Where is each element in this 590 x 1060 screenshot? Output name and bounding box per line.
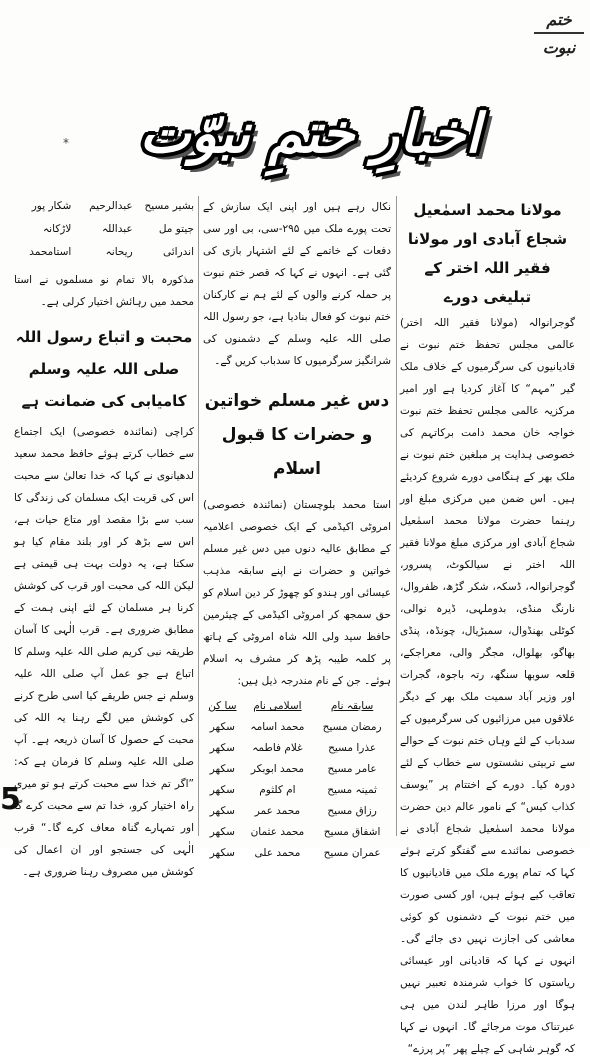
table-cell: محمد علی xyxy=(254,847,301,859)
list-item: بشیر مسیح xyxy=(144,200,194,212)
names-note: مذکورہ بالا تمام نو مسلموں نے استا محمد میں رہائش اختیار کرلی ہے۔ xyxy=(14,274,194,308)
table-header-row xyxy=(203,696,391,717)
table-row xyxy=(203,717,391,738)
list-item: استامحمد xyxy=(29,246,72,258)
table-cell: محمد اسامہ xyxy=(250,721,305,733)
page-number: 5 xyxy=(0,782,21,817)
table-cell: رزاق مسیح xyxy=(327,805,377,817)
table-cell: عذرا مسیح xyxy=(328,742,377,754)
converts-names-continued xyxy=(14,196,194,263)
table-cell: محمد عثمان xyxy=(250,826,305,838)
article-paragraph: استا محمد بلوچستان (نمائندہ خصوصی) امروٹی اکیڈمی کے ایک خصوصی اعلامیہ کے مطابق عالیہ دنوں میں دس غیر مسلم خواتین و حضرات نے اپنے سابقہ مذہب عیسائی اور ہندو کو چھوڑ کر دین اسلام کو حق سمجھ کر امروٹی اکیڈمی کے چیئرمین حافظ سید ولی اللہ شاہ امروٹی کے ہاتھ پر کلمہ طیبہ پڑھ کر مشرف بہ اسلام ہوئے۔ جن کے نام مندرجہ ذیل ہیں: xyxy=(203,499,391,687)
section-logo: ختم نبوت xyxy=(534,6,584,34)
column-header: سابقہ نام xyxy=(330,700,374,712)
table-row xyxy=(203,780,391,801)
table-cell: سکھر xyxy=(209,742,235,754)
list-item: عبداللہ xyxy=(101,223,133,235)
table-cell: ام کلثوم xyxy=(259,784,296,796)
column-header: سا کن xyxy=(208,700,237,712)
article-conversions xyxy=(203,196,391,859)
list-item: ریحانہ xyxy=(105,246,133,258)
converts-table xyxy=(203,696,391,864)
table-row xyxy=(203,738,391,759)
table-cell: سکھر xyxy=(209,826,235,838)
article-paragraph: گوجرانوالہ (مولانا فقیر اللہ اختر) عالمی مجلس تحفظ ختم نبوت نے قادیانیوں کی سرگرمیوں کے خلاف ملک گیر ”مہم“ کا آغاز کردیا ہے اور امیر مرکزیہ عالمی مجلس تحفظ ختم نبوت خواجہ خان محمد دامت برکاتہم کی خصوصی ہدایت پر مبلغین ختم نبوت نے ملک بھر کے ہنگامی دورے شروع کردیئے ہیں۔ اس ضمن میں مرکزی مبلغ اور رہنما حضرت مولانا محمد اسمٰعیل شجاع آبادی اور مرکزی مبلغ مولانا فقیر اللہ اختر نے سیالکوٹ، پسرور، گوجرانوالہ، ڈسکہ، شکر گڑھ، ظفروال، نارنگ منڈی، بدوملہی، ڈیرہ نوالی، کوٹلی بھنڈوال، سمبڑیال، چونڈہ، پنڈی بھاگو، بھلوال، مجگر والی، معراجکے، قلعہ سوبھا سنگھ، رتہ باجوہ، گجرات اور وزیر آباد سمیت ملک بھر کے دیگر علاقوں میں مرزائیوں کی سرگرمیوں کے سدباب کے لئے وہاں ختم نبوت کے حوالے سے تربیتی نشستوں سے خطاب کے لئے دورہ کیا۔ دورے کے اختتام پر ”یوسف کذاب کیس“ کے نامور عالم دین حضرت مولانا محمد اسمٰعیل شجاع آبادی نے خصوصی نمائندے سے گفتگو کرتے ہوئے کہا کہ تمام پورے ملک میں قادیانیوں کا تعاقب کیے ہوئے ہیں، اور کسی صورت میں ختم نبوت کے دشمنوں کو کوئی معاشی کی اجازت نہیں دی جائے گی۔ انہوں نے کہا کہ قادیانی اور عیسائی ریاستوں کا خواب شرمندہ تعبیر نہیں ہوگا اور مرزا طاہر لندن میں ہی عبرتناک موت مرجائے گا۔ انہوں نے کہا کہ گوہر شاہی کے چیلے پھر ”پر پرزے“ xyxy=(399,317,575,1055)
column-divider xyxy=(198,196,199,836)
list-item: لاڑکانہ xyxy=(43,223,72,235)
list-item: اندرائی xyxy=(162,246,194,258)
table-cell: اشفاق مسیح xyxy=(323,826,381,838)
article-paragraph: کراچی (نمائندہ خصوصی) ایک اجتماع سے خطاب کرتے ہوئے حافظ محمد سعید لدھیانوی نے کہا کہ خدا تعالیٰ سے محبت اس کی قربت ایک مسلمان کی زندگی کا سب سے بڑا مقصد اور متاع حیات ہے، اس سے بڑھ کر اور بلند مقام کیا ہو سکتا ہے، یہ دولت بہت ہی قیمتی ہے لیکن اللہ کی محبت اور قرب کی کوشش کرنا ہر مسلمان کے لئے اپنی ہمت کے مطابق ضروری ہے۔ قرب الٰہی کا آسان طریقہ نبی کریم صلی اللہ علیہ وسلم کا اتباع ہے جو عمل آپ صلی اللہ علیہ وسلم نے جس طریقے کیا اسی طرح کرنے کی کوشش میں لگے رہنا یہ اللہ کی محبت کے حصول کا آسان ذریعہ ہے۔ آپ صلی اللہ علیہ وسلم کا فرمان ہے کہ: ”اگر تم خدا سے محبت کرتے ہو تو میری راہ اختیار کرو، خدا تم سے محبت کرے گا اور تمہارے گناہ معاف کرے گا۔“ قرب الٰہی کی جستجو اور ان اعمال کی کوشش میں مصروف رہنا ضروری ہے۔ xyxy=(14,426,194,878)
table-cell: عامر مسیح xyxy=(327,763,377,775)
table-cell: رمضان مسیح xyxy=(322,721,382,733)
table-cell: سکھر xyxy=(209,763,235,775)
table-cell: محمد عمر xyxy=(254,805,301,817)
article-headline: محبت و اتباع رسول اللہ صلی اللہ علیہ وسلم کامیابی کی ضمانت ہے xyxy=(15,328,193,410)
column-divider xyxy=(396,196,397,836)
table-row xyxy=(203,801,391,822)
masthead-ornament: * xyxy=(63,136,69,150)
masthead xyxy=(70,92,550,174)
table-cell: محمد ابوبکر xyxy=(250,763,304,775)
table-cell: ثمینہ مسیح xyxy=(327,784,377,796)
continued-paragraph: نکال رہے ہیں اور اپنی ایک سازش کے تحت پورے ملک میں ۲۹۵-سی، بی اور سی دفعات کے خاتمے کے لئے اشتہار بازی کی گئی ہے۔ انہوں نے کہا کہ قصر ختم نبوت پر حملہ کرنے والوں کے لئے ہم نے کارکنان ختم نبوت کو فعال بنادیا ہے، جو رسول اللہ صلی اللہ علیہ وسلم کے دشمنوں کی شرانگیز سرگرمیوں کا سدباب کریں گے۔ xyxy=(203,201,391,367)
table-cell: غلام فاطمہ xyxy=(252,742,303,754)
table-cell: عمران مسیح xyxy=(323,847,381,859)
table-row xyxy=(203,759,391,780)
list-item: جیتو مل xyxy=(158,223,194,235)
table-cell: سکھر xyxy=(209,805,235,817)
list-item: شکار پور xyxy=(31,200,72,212)
article-love-of-prophet xyxy=(14,196,194,878)
article-headline: دس غیر مسلم خواتین و حضرات کا قبول اسلام xyxy=(204,391,390,479)
article-headline: مولانا محمد اسمٰعیل شجاع آبادی اور مولانا فقیر اللہ اختر کے تبلیغی دورے xyxy=(407,201,568,306)
masthead-title: اخبارِ ختمِ نبوّت xyxy=(139,101,481,165)
table-cell: سکھر xyxy=(209,847,235,859)
article-tableegh-tours xyxy=(399,196,575,1055)
table-row xyxy=(203,843,391,864)
column-header: اسلامی نام xyxy=(253,700,302,712)
table-cell: سکھر xyxy=(209,784,235,796)
list-item: عبدالرحیم xyxy=(89,200,133,212)
table-cell: سکھر xyxy=(209,721,235,733)
table-row xyxy=(203,822,391,843)
